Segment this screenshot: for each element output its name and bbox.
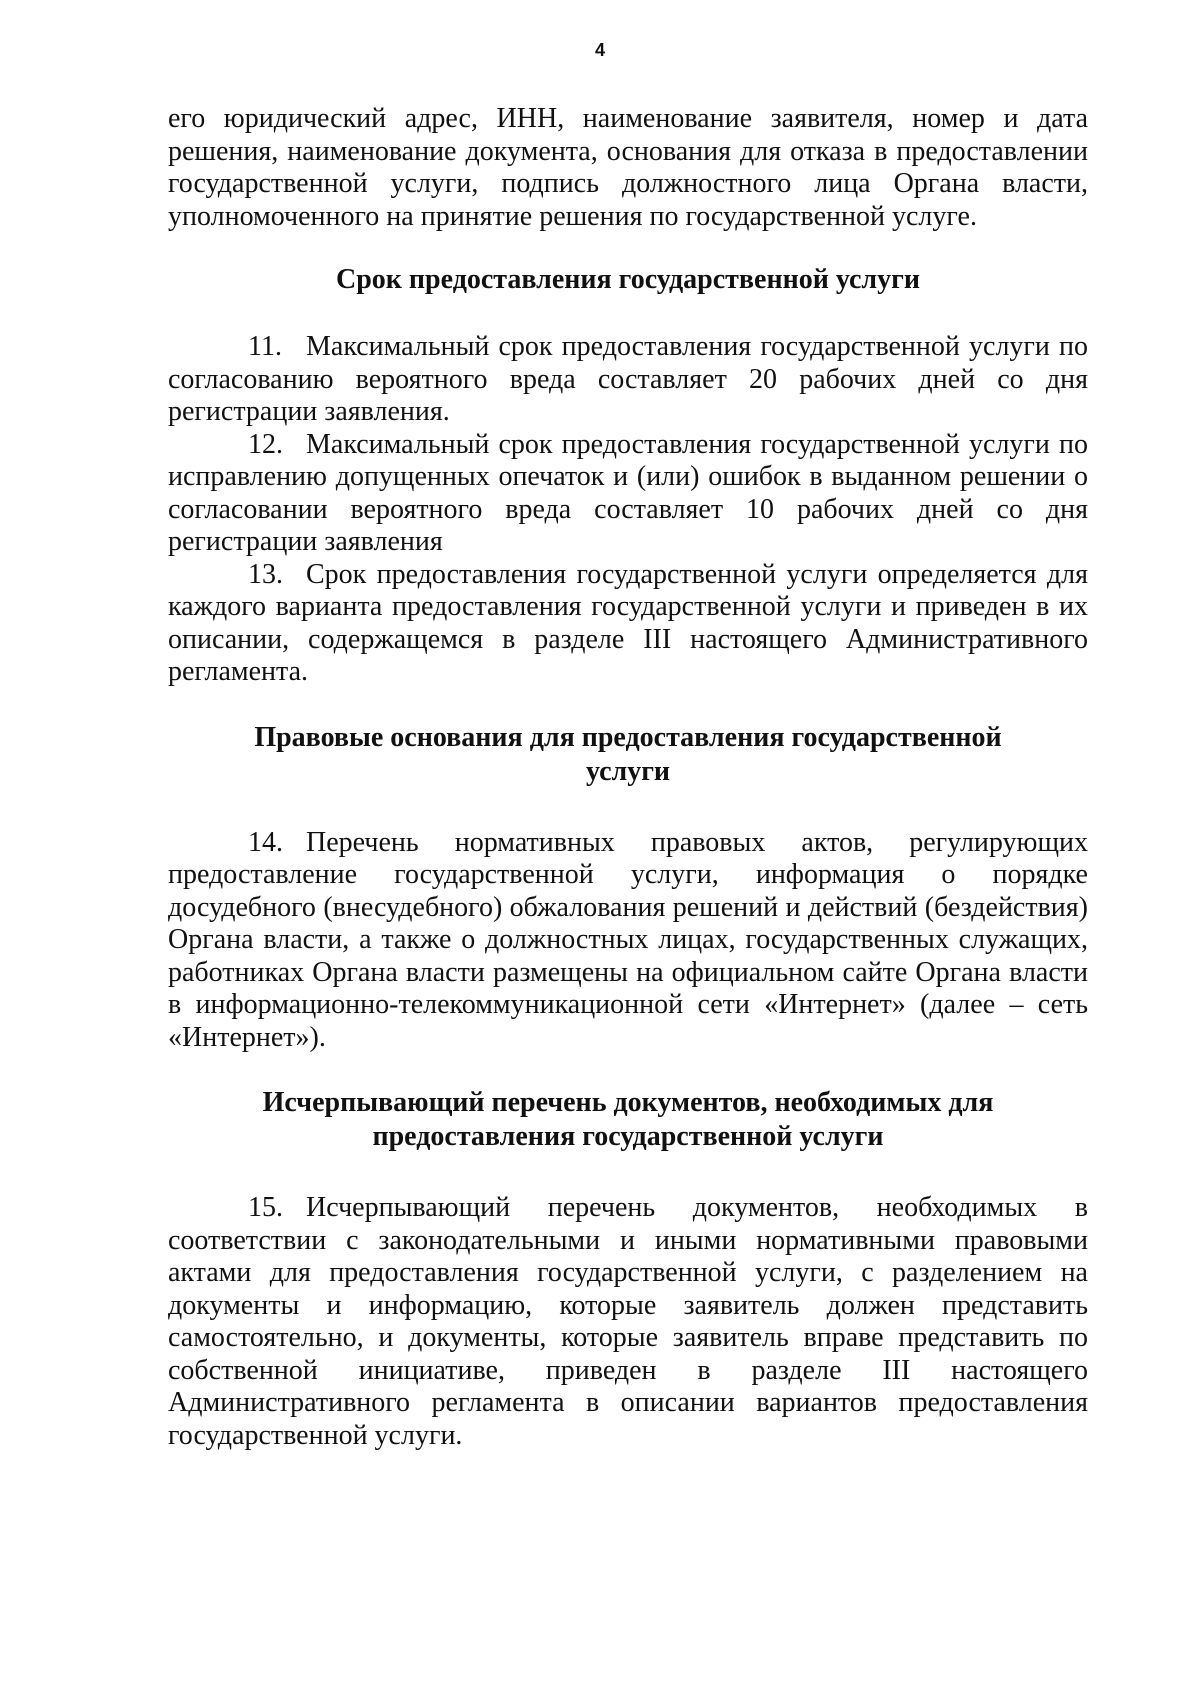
paragraph-text: Максимальный срок предоставления государственной услуги по согласованию вероятного вреда составляет 20 рабочих дней со дня регистрации заявления. (168, 331, 1088, 427)
section-title-legal (168, 721, 1088, 789)
section-title-line: предоставления государственной услуги (372, 1121, 884, 1152)
page-number: 4 (594, 40, 605, 60)
paragraph-11 (168, 331, 1088, 429)
section-title-line: Правовые основания для предоставления государственной (254, 721, 1002, 753)
section-title-line: услуги (585, 755, 671, 787)
section-title-term: Срок предоставления государственной услуги (336, 264, 920, 295)
paragraph-text: Исчерпывающий перечень документов, необходимых в соответствии с законодательными и иными нормативными правовыми актами для предоставления государственной услуги, с разделением на документы и информацию, которые заявитель должен представить самостоятельно, и документы, которые заявитель вправе представить по собственной инициативе, приведен в разделе III настоящего Административного регламента в описании вариантов предоставления государственной услуги. (168, 1192, 1088, 1451)
paragraph-number: 15. (248, 1192, 283, 1223)
paragraph-text: Максимальный срок предоставления государственной услуги по исправлению допущенных опечаток и (или) ошибок в выданном решении о согласовании вероятного вреда составляет 10 рабочих дней со дня регистрации заявления (168, 428, 1088, 557)
section-title-documents (168, 1086, 1088, 1154)
paragraph-12 (168, 429, 1088, 559)
section-title-line: Исчерпывающий перечень документов, необходимых для (262, 1087, 994, 1118)
paragraph-number: 11. (248, 331, 282, 362)
paragraph-number: 13. (248, 558, 283, 590)
paragraph-number: 14. (248, 826, 283, 858)
paragraph-13 (168, 559, 1088, 689)
paragraph-14 (168, 827, 1088, 1055)
paragraph-text: Срок предоставления государственной услуги определяется для каждого варианта предоставления государственной услуги и приведен в их описании, содержащемся в разделе III настоящего Административного регламента. (168, 558, 1088, 687)
intro-paragraph: его юридический адрес, ИНН, наименование заявителя, номер и дата решения, наименование документа, основания для отказа в предоставлении государственной услуги, подпись должностного лица Органа власти, уполномоченного на принятие решения по государственной услуге. (168, 103, 1088, 232)
paragraph-number: 12. (248, 428, 283, 460)
paragraph-15 (168, 1192, 1088, 1452)
document-body (168, 103, 1088, 1452)
paragraph-text: Перечень нормативных правовых актов, регулирующих предоставление государственной услуги, информация о порядке досудебного (внесудебного) обжалования решений и действий (бездействия) Органа власти, а также о должностных лицах, государственных служащих, работниках Органа власти размещены на официальном сайте Органа власти в информационно-телекоммуникационной сети «Интернет» (далее – сеть «Интернет»). (168, 826, 1088, 1053)
